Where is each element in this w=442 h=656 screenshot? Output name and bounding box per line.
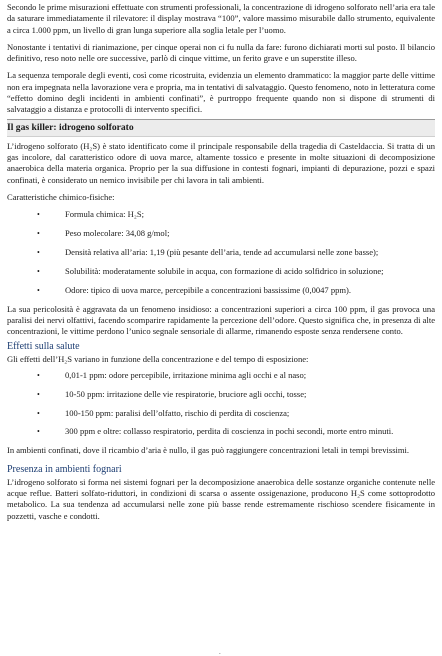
list-item: • 0,01-1 ppm: odore percepibile, irritazione minima agli occhi e al naso; xyxy=(37,369,307,380)
list-item: • 300 ppm e oltre: collasso respiratorio, perdita di coscienza in pochi secondi, morte entro minuti. xyxy=(37,426,394,437)
danger-paragraph: La sua pericolosità è aggravata da un fenomeno insidioso: a concentrazioni superiori a circa 100 ppm, il gas provoca una paralisi dei nervi olfattivi, facendo scomparire rapidamente la percezione dell’odore. Questo significa che, in presenza di alte concentrazioni, le vittime perdono l’unico segnale sensoriale di allarme, rimanendo esposte senza rendersene conto. xyxy=(7,303,435,337)
list-item: • Peso molecolare: 34,08 g/mol; xyxy=(37,228,170,239)
list-item: • 100-150 ppm: paralisi dell’olfatto, rischio di perdita di coscienza; xyxy=(37,407,290,418)
bullet-icon: • xyxy=(37,229,40,239)
list-item: • Solubilità: moderatamente solubile in acqua, con formazione di acido solfidrico in soluzione; xyxy=(37,265,384,276)
properties-intro-label: Caratteristiche chimico-fisiche: xyxy=(7,191,115,202)
bullet-icon: • xyxy=(37,370,40,380)
confined-spaces-paragraph: In ambienti confinati, dove il ricambio d’aria è nullo, il gas può raggiungere concentrazioni letali in tempi brevissimi. xyxy=(7,445,410,456)
list-item: • Odore: tipico di uova marce, percepibile a concentrazioni bassissime (0,0047 ppm). xyxy=(37,284,351,295)
h2s-description-paragraph: L’idrogeno solforato (H₂S) è stato identificato come il principale responsabile della tragedia di Casteldaccia. Si tratta di un gas incolore, dal caratteristico odore di uova marce, altamente tossico e presente in molte situazioni di decomposizione anaerobica della materia organica. Proprio per la sua diffusione in contesti fognari, impianti di depurazione, pozzi e spazi confinati, è considerato un nemico invisibile per chi lavora in tali ambienti. xyxy=(7,140,435,185)
list-item: • Densità relativa all’aria: 1,19 (più pesante dell’aria, tende ad accumularsi nelle zone basse); xyxy=(37,246,379,257)
bullet-icon: • xyxy=(37,266,40,276)
intro-paragraph-1: Secondo le prime misurazioni effettuate con strumenti professionali, la concentrazione di idrogeno solforato nell’aria era tale da saturare immediatamente il rilevatore: il display mostrava “100”, valore massimo misurabile dallo strumento, equivalente a circa 1.000 ppm, un livello di gran lunga superiore alla soglia letale per l’uomo. xyxy=(7,2,435,35)
section-title-sewer-presence: Presenza in ambienti fognari xyxy=(7,463,122,475)
bullet-icon: • xyxy=(37,285,40,295)
section-heading-band xyxy=(7,119,435,137)
intro-paragraph-3: La sequenza temporale degli eventi, così come ricostruita, evidenzia un elemento drammatico: la maggior parte delle vittime non era impegnata nella lavorazione vera e propria, ma in tentativi di salvataggio. Questo fenomeno, noto in letteratura come “effetto domino degli incidenti in ambienti confinati”, è purtroppo frequente quando non si dispone di strumenti di salvataggio a distanza e protocolli di intervento specifici. xyxy=(7,70,435,115)
list-item: • 10-50 ppm: irritazione delle vie respiratorie, bruciore agli occhi, tosse; xyxy=(37,388,307,399)
section-title-gas-killer: Il gas killer: idrogeno solforato xyxy=(7,121,134,133)
effects-list xyxy=(7,370,435,438)
bullet-icon: • xyxy=(37,427,40,437)
effects-intro-paragraph: Gli effetti dell’H₂S variano in funzione della concentrazione e del tempo di esposizione: xyxy=(7,353,309,364)
section-title-health-effects: Effetti sulla salute xyxy=(7,340,80,352)
sewer-paragraph: L’idrogeno solforato si forma nei sistemi fognari per la decomposizione anaerobica delle sostanze organiche contenute nelle acque reflue. Batteri solfato-riduttori, in condizioni di scarsa o assente ossigenazione, producono H₂S come sottoprodotto metabolico. La sua tendenza ad accumularsi nelle zone più basse rende estremamente rischioso scendere fisicamente in pozzetti, vasche e condotti. xyxy=(7,476,435,521)
properties-list xyxy=(7,209,435,296)
page-footer-mark: . xyxy=(219,648,221,656)
bullet-icon: • xyxy=(37,408,40,418)
intro-paragraph-2: Nonostante i tentativi di rianimazione, per cinque operai non ci fu nulla da fare: furono dichiarati morti sul posto. Il bilancio definitivo, reso noto nelle ore successive, parlò di cinque vittime, un ferito grave e un superstite illeso. xyxy=(7,41,435,64)
bullet-icon: • xyxy=(37,247,40,257)
bullet-icon: • xyxy=(37,210,40,220)
bullet-icon: • xyxy=(37,389,40,399)
list-item: • Formula chimica: H₂S; xyxy=(37,209,144,220)
